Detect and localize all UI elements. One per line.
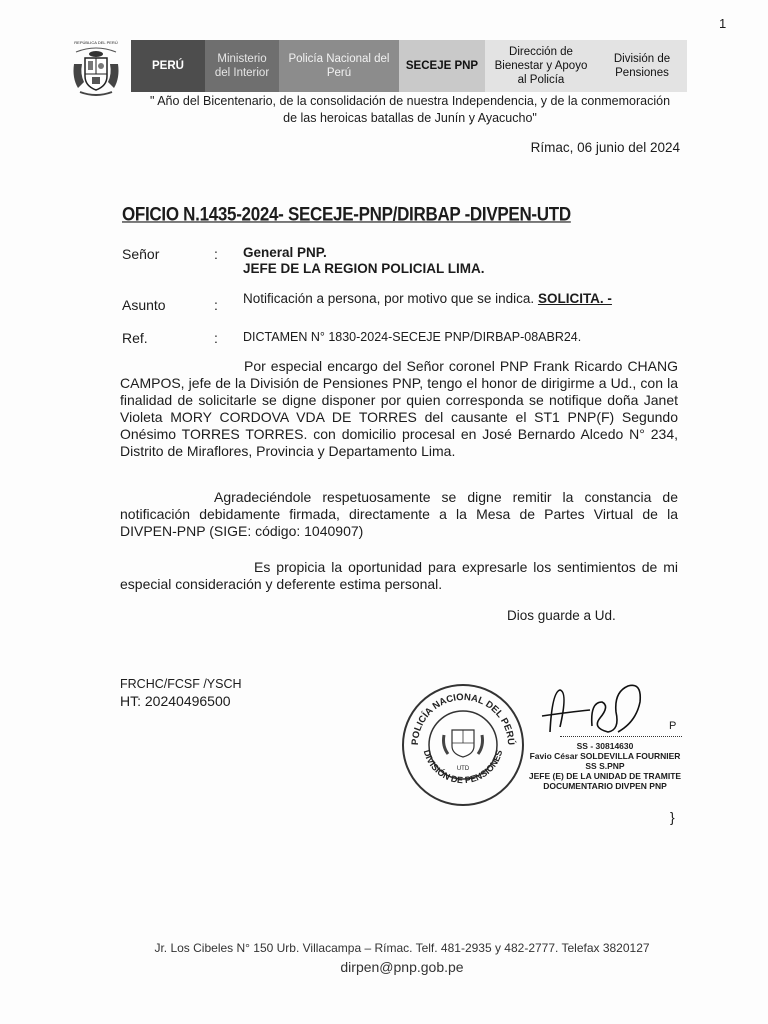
seal-top-text: POLICÍA NACIONAL DEL PERÚ (409, 691, 517, 746)
body-paragraph-3: Es propicia la oportunidad para expresarle los sentimientos de mi especial consideración y deferente estima personal. (120, 559, 678, 592)
senor-colon: : (214, 246, 218, 262)
oficio-title: OFICIO N.1435-2024- SECEJE-PNP/DIRBAP -DIVPEN-UTD (122, 203, 571, 225)
footer-address: Jr. Los Cibeles N° 150 Urb. Villacampa – Rímac. Telf. 481-2935 y 482-2777. Telefax 3820127 (154, 941, 650, 955)
senor-label: Señor (122, 246, 160, 262)
asunto-colon: : (214, 297, 218, 313)
handwritten-signature (530, 672, 670, 752)
signatory-rank: SS S.PNP (585, 761, 625, 771)
ref-colon: : (214, 330, 218, 346)
senor-value-1: General PNP. (243, 245, 327, 260)
year-motto (110, 93, 710, 127)
police-seal-stamp (398, 680, 528, 810)
crest-caption: REPÚBLICA DEL PERÚ (74, 40, 118, 45)
header-policia: Policía Nacional del Perú (279, 40, 399, 92)
body-paragraph-1: Por especial encargo del Señor coronel PNP Frank Ricardo CHANG CAMPOS, jefe de la División de Pensiones PNP, tengo el honor de dirigirme a Ud., con la finalidad de solicitarle se digne disponer por quien corresponda se notifique doña Janet Violeta MORY CORDOVA VDA DE TORRES del causante el ST1 PNP(F) Segundo Onésimo TORRES TORRES. con domicilio procesal en José Bernardo Alcedo N° 234, Distrito de Miraflores, Provincia y Departamento Lima. (120, 358, 678, 459)
signatory-title-2: DOCUMENTARIO DIVPEN PNP (543, 781, 667, 791)
ref-label: Ref. (122, 330, 148, 346)
page-number: 1 (719, 16, 727, 31)
institution-header-band (131, 40, 687, 92)
closing-brace: } (670, 809, 675, 825)
header-division: División de Pensiones (597, 40, 687, 92)
footer-email: dirpen@pnp.gob.pe (340, 959, 464, 975)
ref-value: DICTAMEN N° 1830-2024-SECEJE PNP/DIRBAP-08ABR24. (243, 330, 582, 344)
header-ministerio: Ministerio del Interior (205, 40, 279, 92)
asunto-text: Notificación a persona, por motivo que se indica. (243, 291, 535, 306)
closing-salutation: Dios guarde a Ud. (507, 608, 616, 623)
motto-line-1: " Año del Bicentenario, de la consolidación de nuestra Independencia, y de la conmemoración (149, 94, 671, 108)
signatory-id: SS - 30814630 (576, 741, 634, 751)
asunto-solicita: SOLICITA. - (537, 291, 612, 306)
header-peru: PERÚ (131, 40, 205, 92)
signatory-block (520, 741, 690, 791)
seal-center-text: UTD (456, 766, 470, 772)
body-paragraph-2: Agradeciéndole respetuosamente se digne remitir la constancia de notificación debidamente firmada, directamente a la Mesa de Partes Virtual de la DIVPEN-PNP (SIGE: código: 1040907) (120, 489, 678, 539)
signatory-title-1: JEFE (E) DE LA UNIDAD DE TRAMITE (528, 771, 682, 781)
asunto-value (243, 291, 612, 306)
seal-bottom-text: DIVISIÓN DE PENSIONES (421, 748, 505, 786)
ht-number: HT: 20240496500 (120, 693, 231, 709)
signature-p: P (669, 720, 677, 732)
coat-of-arms-icon (70, 44, 122, 98)
signatory-name: Favio César SOLDEVILLA FOURNIER (529, 751, 681, 761)
asunto-label: Asunto (122, 297, 166, 313)
author-initials: FRCHC/FCSF /YSCH (120, 677, 242, 691)
header-seceje: SECEJE PNP (399, 40, 485, 92)
signature-line (560, 736, 682, 737)
header-direccion: Dirección de Bienestar y Apoyo al Policía (485, 40, 597, 92)
document-date: Rímac, 06 junio del 2024 (530, 140, 680, 155)
senor-value-2: JEFE DE LA REGION POLICIAL LIMA. (243, 261, 485, 276)
motto-line-2: de las heroicas batallas de Junín y Ayacucho" (283, 111, 537, 125)
